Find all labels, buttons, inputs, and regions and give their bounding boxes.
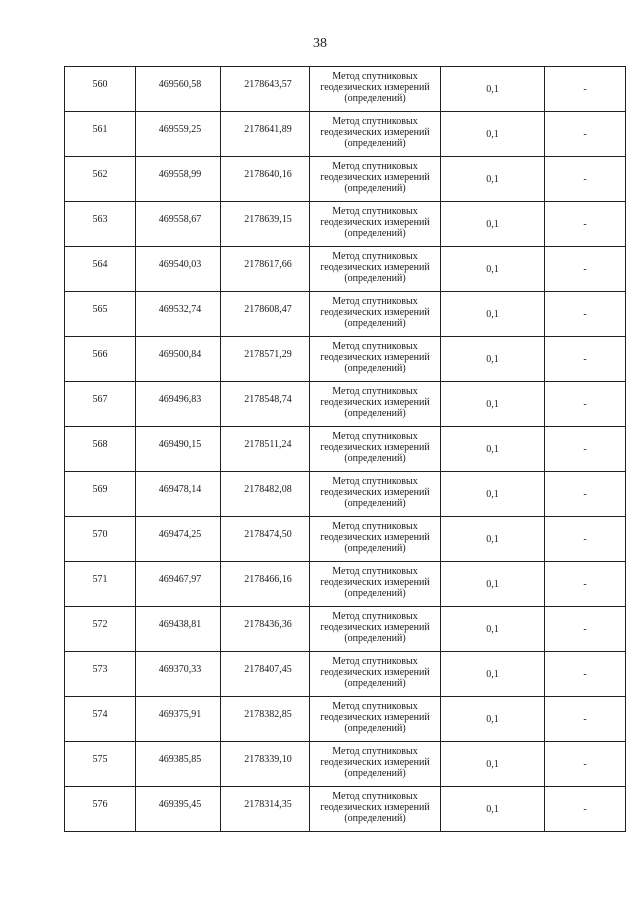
method-text-line: (определений) bbox=[344, 678, 406, 689]
precision-cell: 0,1 bbox=[441, 292, 545, 337]
y-coordinate-cell: 2178640,16 bbox=[221, 157, 310, 202]
table-row bbox=[65, 382, 626, 427]
method-text-line: Метод спутниковых bbox=[332, 431, 418, 442]
extra-cell: - bbox=[545, 67, 626, 112]
precision-cell: 0,1 bbox=[441, 562, 545, 607]
method-cell bbox=[310, 247, 441, 292]
x-coordinate-cell: 469532,74 bbox=[136, 292, 221, 337]
method-text-line: (определений) bbox=[344, 633, 406, 644]
point-number-cell: 564 bbox=[65, 247, 136, 292]
table-row bbox=[65, 562, 626, 607]
method-text-line: Метод спутниковых bbox=[332, 386, 418, 397]
y-coordinate-cell: 2178466,16 bbox=[221, 562, 310, 607]
method-text-line: (определений) bbox=[344, 588, 406, 599]
extra-cell: - bbox=[545, 427, 626, 472]
method-text-line: геодезических измерений bbox=[320, 757, 430, 768]
point-number-cell: 568 bbox=[65, 427, 136, 472]
method-text-line: (определений) bbox=[344, 498, 406, 509]
extra-cell: - bbox=[545, 157, 626, 202]
extra-cell: - bbox=[545, 472, 626, 517]
table-row bbox=[65, 787, 626, 832]
method-text-line: Метод спутниковых bbox=[332, 566, 418, 577]
table-row bbox=[65, 337, 626, 382]
method-text-line: (определений) bbox=[344, 408, 406, 419]
method-cell bbox=[310, 337, 441, 382]
method-cell bbox=[310, 157, 441, 202]
y-coordinate-cell: 2178617,66 bbox=[221, 247, 310, 292]
y-coordinate-cell: 2178608,47 bbox=[221, 292, 310, 337]
table-row bbox=[65, 67, 626, 112]
x-coordinate-cell: 469490,15 bbox=[136, 427, 221, 472]
method-text-line: (определений) bbox=[344, 543, 406, 554]
table-row bbox=[65, 247, 626, 292]
method-text-line: (определений) bbox=[344, 183, 406, 194]
y-coordinate-cell: 2178382,85 bbox=[221, 697, 310, 742]
method-text-line: геодезических измерений bbox=[320, 802, 430, 813]
y-coordinate-cell: 2178482,08 bbox=[221, 472, 310, 517]
y-coordinate-cell: 2178511,24 bbox=[221, 427, 310, 472]
y-coordinate-cell: 2178339,10 bbox=[221, 742, 310, 787]
method-text-line: Метод спутниковых bbox=[332, 116, 418, 127]
point-number-cell: 573 bbox=[65, 652, 136, 697]
extra-cell: - bbox=[545, 517, 626, 562]
coordinates-table bbox=[64, 66, 626, 832]
x-coordinate-cell: 469500,84 bbox=[136, 337, 221, 382]
extra-cell: - bbox=[545, 697, 626, 742]
method-text-line: Метод спутниковых bbox=[332, 521, 418, 532]
method-text-line: (определений) bbox=[344, 768, 406, 779]
point-number-cell: 567 bbox=[65, 382, 136, 427]
method-cell bbox=[310, 382, 441, 427]
method-text-line: (определений) bbox=[344, 138, 406, 149]
table-row bbox=[65, 472, 626, 517]
extra-cell: - bbox=[545, 292, 626, 337]
y-coordinate-cell: 2178314,35 bbox=[221, 787, 310, 832]
y-coordinate-cell: 2178571,29 bbox=[221, 337, 310, 382]
extra-cell: - bbox=[545, 787, 626, 832]
method-text-line: геодезических измерений bbox=[320, 442, 430, 453]
method-text-line: (определений) bbox=[344, 363, 406, 374]
method-text-line: (определений) bbox=[344, 813, 406, 824]
point-number-cell: 572 bbox=[65, 607, 136, 652]
method-cell bbox=[310, 472, 441, 517]
method-text-line: геодезических измерений bbox=[320, 217, 430, 228]
method-text-line: Метод спутниковых bbox=[332, 296, 418, 307]
method-text-line: геодезических измерений bbox=[320, 82, 430, 93]
x-coordinate-cell: 469395,45 bbox=[136, 787, 221, 832]
method-text-line: (определений) bbox=[344, 318, 406, 329]
y-coordinate-cell: 2178548,74 bbox=[221, 382, 310, 427]
method-text-line: (определений) bbox=[344, 453, 406, 464]
table-row bbox=[65, 517, 626, 562]
extra-cell: - bbox=[545, 652, 626, 697]
method-text-line: геодезических измерений bbox=[320, 127, 430, 138]
precision-cell: 0,1 bbox=[441, 697, 545, 742]
method-text-line: Метод спутниковых bbox=[332, 206, 418, 217]
method-cell bbox=[310, 67, 441, 112]
y-coordinate-cell: 2178639,15 bbox=[221, 202, 310, 247]
method-cell bbox=[310, 697, 441, 742]
table-row bbox=[65, 202, 626, 247]
point-number-cell: 571 bbox=[65, 562, 136, 607]
method-cell bbox=[310, 652, 441, 697]
page-number: 38 bbox=[313, 36, 327, 51]
point-number-cell: 574 bbox=[65, 697, 136, 742]
x-coordinate-cell: 469478,14 bbox=[136, 472, 221, 517]
point-number-cell: 566 bbox=[65, 337, 136, 382]
y-coordinate-cell: 2178474,50 bbox=[221, 517, 310, 562]
method-text-line: геодезических измерений bbox=[320, 712, 430, 723]
point-number-cell: 561 bbox=[65, 112, 136, 157]
table-row bbox=[65, 652, 626, 697]
precision-cell: 0,1 bbox=[441, 202, 545, 247]
x-coordinate-cell: 469385,85 bbox=[136, 742, 221, 787]
method-text-line: (определений) bbox=[344, 93, 406, 104]
method-cell bbox=[310, 202, 441, 247]
method-cell bbox=[310, 112, 441, 157]
method-text-line: Метод спутниковых bbox=[332, 611, 418, 622]
point-number-cell: 560 bbox=[65, 67, 136, 112]
precision-cell: 0,1 bbox=[441, 472, 545, 517]
method-text-line: Метод спутниковых bbox=[332, 251, 418, 262]
extra-cell: - bbox=[545, 607, 626, 652]
method-cell bbox=[310, 292, 441, 337]
y-coordinate-cell: 2178436,36 bbox=[221, 607, 310, 652]
extra-cell: - bbox=[545, 337, 626, 382]
extra-cell: - bbox=[545, 562, 626, 607]
x-coordinate-cell: 469438,81 bbox=[136, 607, 221, 652]
method-text-line: геодезических измерений bbox=[320, 172, 430, 183]
x-coordinate-cell: 469474,25 bbox=[136, 517, 221, 562]
point-number-cell: 570 bbox=[65, 517, 136, 562]
y-coordinate-cell: 2178643,57 bbox=[221, 67, 310, 112]
y-coordinate-cell: 2178407,45 bbox=[221, 652, 310, 697]
precision-cell: 0,1 bbox=[441, 112, 545, 157]
precision-cell: 0,1 bbox=[441, 67, 545, 112]
method-text-line: Метод спутниковых bbox=[332, 341, 418, 352]
x-coordinate-cell: 469560,58 bbox=[136, 67, 221, 112]
precision-cell: 0,1 bbox=[441, 652, 545, 697]
extra-cell: - bbox=[545, 382, 626, 427]
extra-cell: - bbox=[545, 202, 626, 247]
method-text-line: геодезических измерений bbox=[320, 577, 430, 588]
method-text-line: геодезических измерений bbox=[320, 352, 430, 363]
extra-cell: - bbox=[545, 247, 626, 292]
table-row bbox=[65, 427, 626, 472]
precision-cell: 0,1 bbox=[441, 607, 545, 652]
precision-cell: 0,1 bbox=[441, 787, 545, 832]
precision-cell: 0,1 bbox=[441, 742, 545, 787]
extra-cell: - bbox=[545, 742, 626, 787]
method-cell bbox=[310, 427, 441, 472]
y-coordinate-cell: 2178641,89 bbox=[221, 112, 310, 157]
x-coordinate-cell: 469467,97 bbox=[136, 562, 221, 607]
table-row bbox=[65, 157, 626, 202]
x-coordinate-cell: 469559,25 bbox=[136, 112, 221, 157]
point-number-cell: 576 bbox=[65, 787, 136, 832]
method-cell bbox=[310, 517, 441, 562]
x-coordinate-cell: 469558,67 bbox=[136, 202, 221, 247]
coordinates-table-body bbox=[65, 67, 626, 832]
method-text-line: геодезических измерений bbox=[320, 667, 430, 678]
method-text-line: геодезических измерений bbox=[320, 487, 430, 498]
table-row bbox=[65, 697, 626, 742]
method-cell bbox=[310, 787, 441, 832]
x-coordinate-cell: 469540,03 bbox=[136, 247, 221, 292]
extra-cell: - bbox=[545, 112, 626, 157]
table-row bbox=[65, 742, 626, 787]
method-text-line: Метод спутниковых bbox=[332, 791, 418, 802]
point-number-cell: 563 bbox=[65, 202, 136, 247]
table-row bbox=[65, 607, 626, 652]
method-text-line: Метод спутниковых bbox=[332, 161, 418, 172]
method-text-line: геодезических измерений bbox=[320, 397, 430, 408]
method-text-line: (определений) bbox=[344, 273, 406, 284]
method-text-line: геодезических измерений bbox=[320, 262, 430, 273]
precision-cell: 0,1 bbox=[441, 247, 545, 292]
point-number-cell: 562 bbox=[65, 157, 136, 202]
method-cell bbox=[310, 562, 441, 607]
method-text-line: (определений) bbox=[344, 228, 406, 239]
method-text-line: Метод спутниковых bbox=[332, 71, 418, 82]
method-cell bbox=[310, 742, 441, 787]
x-coordinate-cell: 469558,99 bbox=[136, 157, 221, 202]
method-text-line: Метод спутниковых bbox=[332, 656, 418, 667]
x-coordinate-cell: 469496,83 bbox=[136, 382, 221, 427]
method-text-line: геодезических измерений bbox=[320, 307, 430, 318]
precision-cell: 0,1 bbox=[441, 157, 545, 202]
method-text-line: Метод спутниковых bbox=[332, 746, 418, 757]
point-number-cell: 569 bbox=[65, 472, 136, 517]
precision-cell: 0,1 bbox=[441, 427, 545, 472]
table-row bbox=[65, 292, 626, 337]
precision-cell: 0,1 bbox=[441, 517, 545, 562]
precision-cell: 0,1 bbox=[441, 382, 545, 427]
method-text-line: Метод спутниковых bbox=[332, 476, 418, 487]
x-coordinate-cell: 469370,33 bbox=[136, 652, 221, 697]
method-text-line: геодезических измерений bbox=[320, 532, 430, 543]
method-text-line: Метод спутниковых bbox=[332, 701, 418, 712]
point-number-cell: 575 bbox=[65, 742, 136, 787]
method-text-line: геодезических измерений bbox=[320, 622, 430, 633]
precision-cell: 0,1 bbox=[441, 337, 545, 382]
method-text-line: (определений) bbox=[344, 723, 406, 734]
point-number-cell: 565 bbox=[65, 292, 136, 337]
table-row bbox=[65, 112, 626, 157]
x-coordinate-cell: 469375,91 bbox=[136, 697, 221, 742]
method-cell bbox=[310, 607, 441, 652]
